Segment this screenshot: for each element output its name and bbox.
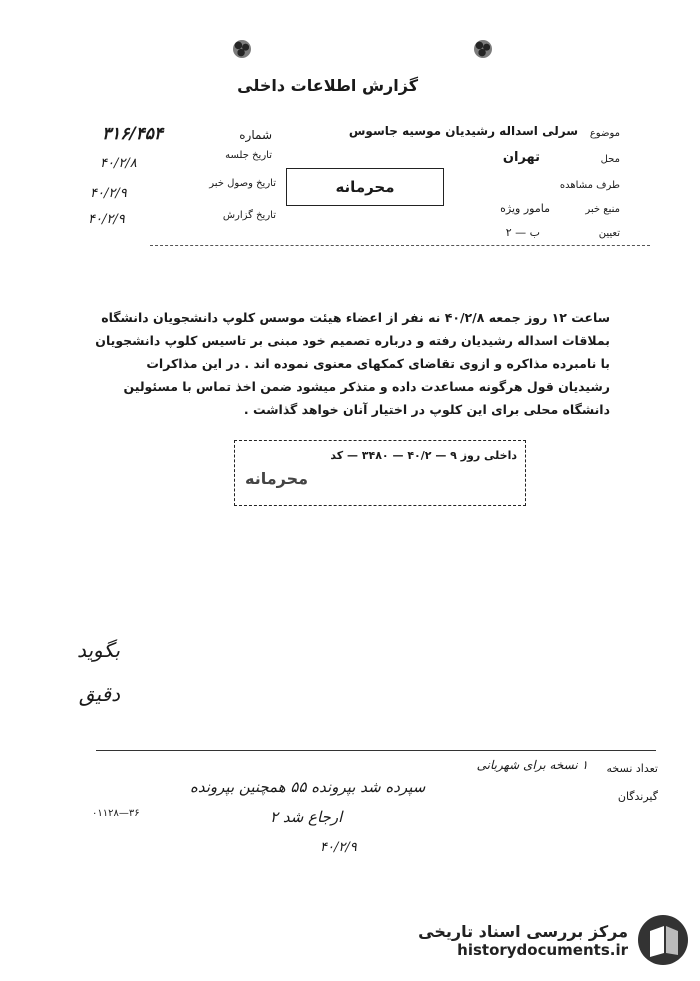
margin-note <box>60 638 120 706</box>
body-line-2: بملاقات اسداله رشیدیان رفته و درباره تصمیم خود مبنی بر تاسیس کلوپ دانشجویان <box>95 333 610 348</box>
document-title: گزارش اطلاعات داخلی <box>237 76 418 95</box>
footer-separator <box>96 750 656 751</box>
emblem-mark-top-left <box>233 40 251 58</box>
subject-label: موضوع <box>589 128 620 139</box>
margin-note-line-2: دقیق <box>78 682 120 706</box>
confidential-stamp: محرمانه <box>286 168 444 206</box>
body-line-1: ساعت ۱۲ روز جمعه ۴۰/۲/۸ نه نفر از اعضاء هیئت موسس کلوپ دانشجویان دانشگاه <box>101 310 610 325</box>
watermark <box>418 913 690 967</box>
body-line-4: رشیدیان قول هرگونه مساعدت داده و متذکر میشود ضمن اخذ تماس با مسئولین <box>123 379 610 394</box>
handwritten-filing-note: سپرده شد بپرونده ۵۵ همچنین بپرونده <box>190 778 426 796</box>
entry-stamp-text: داخلی روز ۹ — ۴۰/۲ — ۳۴۸۰ — کد <box>330 449 517 462</box>
recipients-label: گیرندگان <box>617 790 658 803</box>
report-value: ۴۰/۲/۹ <box>88 212 125 227</box>
received-value: ۴۰/۲/۹ <box>90 186 127 201</box>
date-label: تاریخ جلسه <box>225 150 272 161</box>
watermark-site: historydocuments.ir <box>457 940 628 959</box>
margin-note-line-1: بگوید <box>76 638 120 662</box>
number-label: شماره <box>239 128 272 142</box>
copies-label: تعداد نسخه <box>606 762 658 775</box>
header-separator <box>150 245 650 246</box>
place-label: محل <box>600 154 620 165</box>
entry-stamp <box>234 440 526 506</box>
archive-logo-icon <box>636 913 690 967</box>
subject-value: سرلی اسداله رشیدیان موسیه جاسوس <box>348 124 578 138</box>
handwritten-referral-note: ارجاع شد ۲ <box>270 808 343 826</box>
number-value: ۳۱۶/۴۵۴ <box>102 124 163 144</box>
handwritten-date: ۴۰/۲/۹ <box>320 840 357 855</box>
report-label: تاریخ گزارش <box>222 210 276 221</box>
received-label: تاریخ وصول خبر <box>209 178 276 189</box>
source-label: منبع خبر <box>585 204 620 215</box>
date-value: ۴۰/۲/۸ <box>100 156 137 171</box>
dept-label: طرف مشاهده <box>559 180 620 191</box>
document-code: ۰۱۱۲۸—۳۶ <box>92 808 140 819</box>
copies-value: ۱ نسخه برای شهربانی <box>476 758 588 772</box>
eval-value: ب — ۲ <box>505 226 540 239</box>
body-line-3: با نامبرده مذاکره و ازوی تقاضای کمکهای معنوی نموده اند . در این مذاکرات <box>146 356 610 371</box>
entry-stamp-overlay: محرمانه <box>245 469 309 488</box>
left-metadata <box>80 120 280 230</box>
place-value: تهران <box>502 150 540 165</box>
body-line-5: دانشگاه محلی برای این کلوپ در اختیار آنان خواهد گذاشت . <box>243 402 610 417</box>
emblem-mark-top-right <box>474 40 492 58</box>
eval-label: تعیین <box>598 228 620 239</box>
watermark-name: مرکز بررسی اسناد تاریخی <box>418 921 628 941</box>
source-value: مامور ویژه <box>500 202 550 215</box>
report-body <box>95 310 610 417</box>
